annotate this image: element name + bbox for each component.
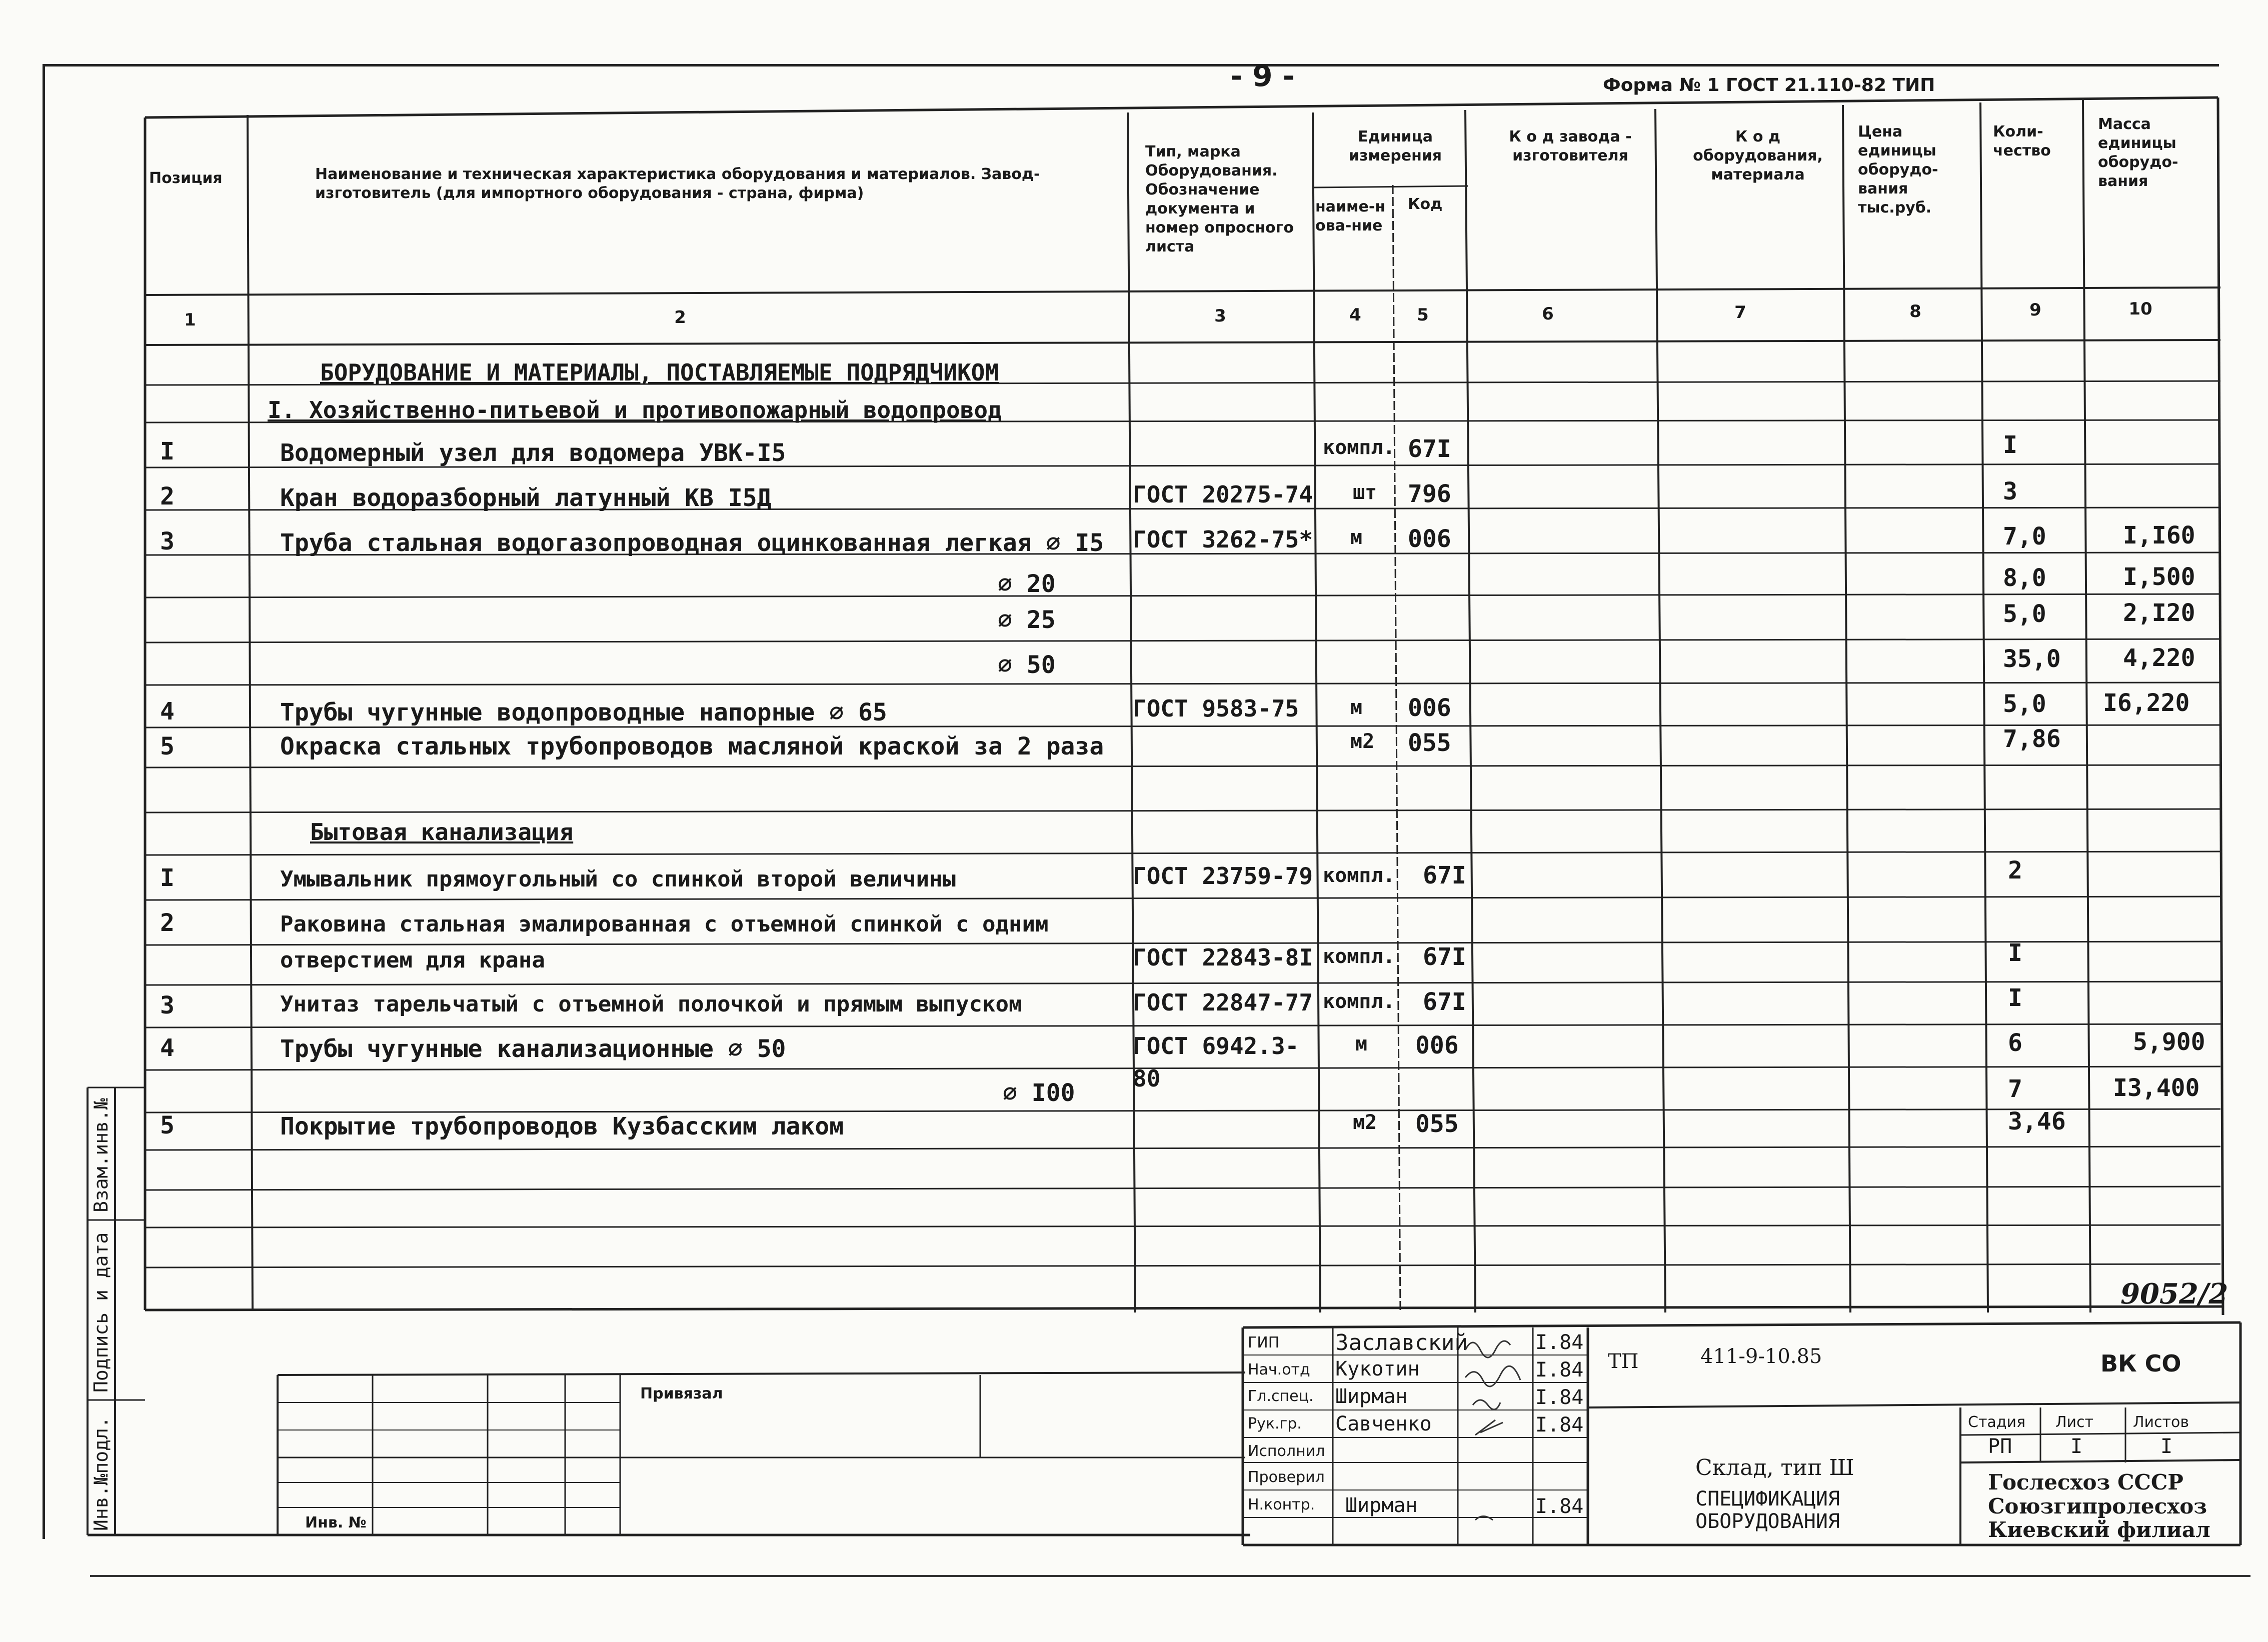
row-position: 2: [160, 482, 175, 510]
tb-sheet-label: Лист: [2055, 1414, 2094, 1431]
row-type: ГОСТ 22847-77: [1133, 989, 1313, 1016]
tb-role: Рук.гр.: [1248, 1415, 1302, 1432]
row-quantity: 5,0: [2003, 600, 2046, 628]
col-header-mass: Масса единицы оборудо-вания: [2098, 116, 2178, 190]
row-code: 67I: [1423, 988, 1466, 1016]
tb-name: Заславский: [1335, 1330, 1468, 1356]
tb-sheets: I: [2160, 1435, 2173, 1458]
row-quantity: 7: [2008, 1075, 2022, 1103]
signature-marks: [1460, 1330, 1530, 1540]
row-type: ГОСТ 20275-74: [1133, 481, 1313, 508]
tb-role: Исполнил: [1248, 1442, 1325, 1460]
tb-organization-1: Гослесхоз СССР: [1988, 1470, 2183, 1494]
tb-date: I.84: [1535, 1386, 1584, 1409]
row-quantity: 7,0: [2003, 522, 2046, 550]
binding-inv-label: Инв. №: [305, 1514, 367, 1532]
row-name: ∅ 25: [998, 606, 1056, 634]
col-number: 6: [1542, 304, 1554, 324]
row-unit: компл.: [1323, 945, 1395, 968]
row-code: 006: [1408, 694, 1451, 722]
row-quantity: 7,86: [2003, 725, 2061, 753]
row-quantity: 3,46: [2008, 1108, 2066, 1136]
col-header-material-code: К о д оборудования, материала: [1693, 128, 1823, 184]
row-unit: м: [1355, 1032, 1368, 1056]
row-code: 67I: [1408, 435, 1451, 463]
row-code: 796: [1408, 480, 1451, 508]
tb-object-name: Склад, тип Ш: [1695, 1455, 1854, 1480]
tb-stage: РП: [1988, 1435, 2012, 1458]
tb-role: Нач.отд: [1248, 1361, 1310, 1378]
document-number: 9052/2: [2120, 1278, 2228, 1310]
row-position: 5: [160, 732, 175, 760]
row-quantity: I: [2003, 431, 2017, 459]
row-mass: 4,220: [2123, 644, 2195, 672]
tb-name: Савченко: [1335, 1412, 1432, 1436]
row-position: 2: [160, 909, 175, 937]
tb-stage-label: Стадия: [1968, 1414, 2026, 1431]
row-code: 67I: [1423, 862, 1466, 890]
tb-doc-title-line2: ОБОРУДОВАНИЯ: [1695, 1510, 1840, 1533]
tb-mark: ВК СО: [2100, 1350, 2181, 1377]
side-label-signature-date: Подпись и дата: [90, 1232, 112, 1392]
row-mass: I,500: [2123, 563, 2195, 591]
row-unit: компл.: [1323, 436, 1395, 459]
row-code: 006: [1415, 1032, 1459, 1060]
tb-date: I.84: [1535, 1414, 1584, 1436]
tb-date: I.84: [1535, 1331, 1584, 1354]
row-type: ГОСТ 6942.3-: [1133, 1032, 1299, 1060]
col-number: 8: [1909, 302, 1921, 322]
row-name: Умывальник прямоугольный со спинкой второй величины: [280, 866, 956, 892]
row-position: I: [160, 438, 175, 466]
side-label-original-inv: Инв.№подл.: [90, 1416, 112, 1531]
row-name: ∅ I00: [1003, 1079, 1075, 1107]
row-unit: компл.: [1323, 864, 1395, 887]
row-quantity: 2: [2008, 856, 2022, 884]
row-type: ГОСТ 3262-75*: [1133, 526, 1313, 553]
row-quantity: 35,0: [2003, 645, 2061, 673]
row-name: Трубы чугунные канализационные ∅ 50: [280, 1035, 786, 1063]
row-unit: м: [1350, 526, 1363, 549]
row-position: 4: [160, 1034, 175, 1062]
row-quantity: I: [2008, 939, 2022, 967]
section-title-main: БОРУДОВАНИЕ И МАТЕРИАЛЫ, ПОСТАВЛЯЕМЫЕ ПОДРЯДЧИКОМ: [320, 359, 999, 386]
row-name: ∅ 50: [998, 651, 1056, 679]
row-name: ∅ 20: [998, 570, 1056, 598]
side-label-replaced-inv: Взам.инв.№: [90, 1098, 112, 1212]
row-position: 5: [160, 1112, 175, 1140]
row-position: 3: [160, 528, 175, 556]
tb-doc-title-line1: СПЕЦИФИКАЦИЯ: [1695, 1488, 1840, 1510]
col-number: 9: [2029, 300, 2041, 320]
row-mass: I,I60: [2123, 522, 2195, 550]
row-quantity: 6: [2008, 1029, 2022, 1057]
row-code: 67I: [1423, 943, 1466, 971]
tb-name: Ширман: [1335, 1385, 1408, 1408]
row-name: Труба стальная водогазопроводная оцинкованная легкая ∅ I5: [280, 529, 1104, 557]
form-reference: Форма № 1 ГОСТ 21.110-82 ТИП: [1603, 75, 1935, 96]
tb-role: Проверил: [1248, 1468, 1325, 1486]
tb-organization-2: Союзгипролесхоз: [1988, 1494, 2207, 1518]
row-quantity: 8,0: [2003, 564, 2046, 592]
section-title-water: I. Хозяйственно-питьевой и противопожарный водопровод: [268, 396, 1002, 424]
row-name: Унитаз тарельчатый с отъемной полочкой и прямым выпуском: [280, 992, 1022, 1017]
tb-name: Кукотин: [1335, 1358, 1420, 1380]
col-header-factory-code: К о д завода - изготовителя: [1509, 128, 1632, 164]
row-type: 80: [1133, 1065, 1161, 1092]
row-unit: компл.: [1323, 990, 1395, 1013]
page-number: - 9 -: [1230, 59, 1295, 93]
row-name: Кран водоразборный латунный КВ I5Д: [280, 484, 772, 512]
row-quantity: 5,0: [2003, 690, 2046, 718]
tb-date: I.84: [1535, 1358, 1584, 1382]
tb-project-code: ТП: [1608, 1350, 1639, 1373]
row-position: I: [160, 864, 175, 892]
col-header-unit-name: наиме-нова-ние: [1315, 198, 1386, 234]
col-header-unit: Единица измерения: [1348, 128, 1442, 164]
tb-role: Гл.спец.: [1248, 1388, 1314, 1405]
row-name: Покрытие трубопроводов Кузбасским лаком: [280, 1112, 844, 1140]
row-type: ГОСТ 22843-8I: [1133, 944, 1313, 971]
tb-sheets-label: Листов: [2133, 1414, 2189, 1431]
col-header-price: Цена единицы оборудо-вания тыс.руб.: [1858, 123, 1938, 216]
row-type: ГОСТ 9583-75: [1133, 695, 1299, 722]
row-mass: I3,400: [2113, 1074, 2200, 1102]
row-unit: м2: [1353, 1111, 1377, 1134]
col-header-unit-code: Код: [1408, 196, 1443, 213]
row-quantity: 3: [2003, 478, 2017, 506]
tb-date: I.84: [1535, 1495, 1584, 1518]
row-code: 055: [1415, 1110, 1459, 1138]
row-position: 4: [160, 698, 175, 726]
row-unit: м: [1350, 696, 1363, 719]
col-number: 3: [1214, 306, 1226, 326]
col-header-quantity: Коли-чество: [1993, 123, 2051, 160]
col-number: 5: [1417, 305, 1429, 325]
col-header-position: Позиция: [149, 170, 223, 187]
row-quantity: I: [2008, 984, 2022, 1012]
col-header-name: Наименование и техническая характеристика оборудования и материалов. Завод-изготовитель (для импортного оборудования - страна, фирма): [315, 166, 1040, 202]
row-code: 055: [1408, 729, 1451, 757]
section-title-sewer: Бытовая канализация: [310, 818, 574, 846]
row-name: Раковина стальная эмалированная с отъемной спинкой с одним: [280, 912, 1049, 937]
tb-sheet: I: [2070, 1435, 2083, 1458]
tb-role: Н.контр.: [1248, 1496, 1315, 1514]
col-number: 7: [1734, 302, 1746, 322]
row-type: ГОСТ 23759-79: [1133, 862, 1313, 890]
row-name: Трубы чугунные водопроводные напорные ∅ 65: [280, 698, 887, 726]
row-mass: 2,I20: [2123, 599, 2195, 627]
row-name: отверстием для крана: [280, 948, 545, 973]
col-number: 4: [1349, 305, 1361, 325]
col-number: 1: [184, 310, 196, 330]
row-code: 006: [1408, 525, 1451, 553]
col-header-type: Тип, марка Оборудования. Обозначение документа и номер опросного листа: [1145, 143, 1294, 256]
row-mass: 5,900: [2133, 1028, 2205, 1056]
row-mass: I6,220: [2103, 689, 2190, 717]
col-number: 10: [2128, 299, 2152, 319]
row-unit: м2: [1350, 730, 1375, 753]
tb-project-number: 411-9-10.85: [1700, 1345, 1822, 1368]
col-number: 2: [674, 308, 686, 328]
binding-label: Привязал: [640, 1385, 723, 1402]
tb-organization-3: Киевский филиал: [1988, 1518, 2210, 1542]
row-name: Водомерный узел для водомера УВК-I5: [280, 439, 786, 467]
tb-role: ГИП: [1248, 1334, 1280, 1352]
row-unit: шт: [1353, 481, 1377, 504]
tb-name: Ширман: [1345, 1494, 1418, 1517]
row-name: Окраска стальных трубопроводов масляной краской за 2 раза: [280, 732, 1104, 760]
row-position: 3: [160, 992, 175, 1020]
